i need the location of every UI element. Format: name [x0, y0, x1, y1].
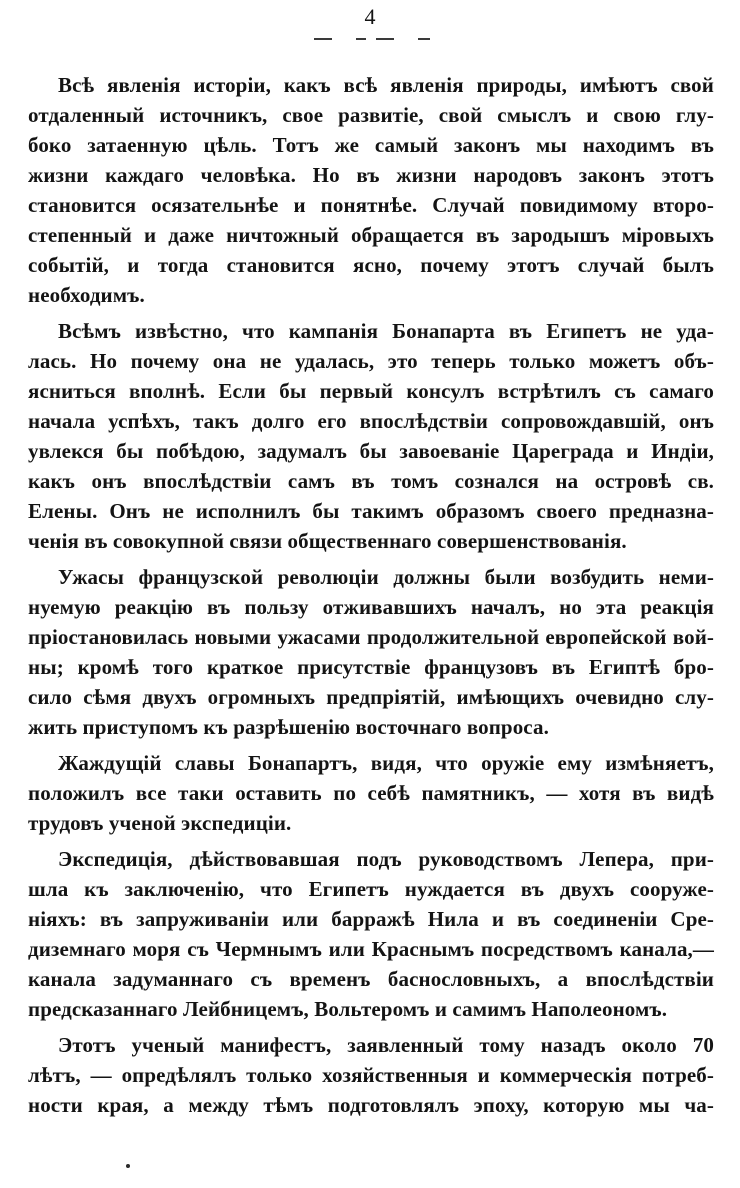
ink-speck [126, 1164, 130, 1168]
text-line: предсказаннаго Лейбницемъ, Вольтеромъ и самимъ Наполеономъ. [28, 997, 668, 1021]
text-line: необходимъ. [28, 283, 145, 307]
text-line: ніяхъ: въ запруживаніи или барражѣ Нила и въ соединеніи Сре- [28, 907, 714, 931]
text-line: трудовъ ученой экспедиціи. [28, 811, 292, 835]
text-line: ны; кромѣ того краткое присутствіе французовъ въ Египтѣ бро- [28, 655, 714, 679]
text-line: боко затаенную цѣль. Тотъ же самый законъ мы находимъ въ [28, 133, 714, 157]
text-line: начала успѣхъ, такъ долго его впослѣдствіи сопровождавшій, онъ [28, 409, 714, 433]
text-line: сило сѣмя двухъ огромныхъ предпріятій, имѣющихъ очевидно слу- [28, 685, 714, 709]
text-line: Всѣмъ извѣстно, что кампанія Бонапарта въ Египетъ не уда- [58, 319, 714, 343]
page-number: 4 [364, 4, 376, 29]
text-line: лѣтъ, — опредѣлялъ только хозяйственныя и коммерческія потреб- [28, 1063, 714, 1087]
text-line: пріостановилась новыми ужасами продолжительной европейской вой- [28, 625, 714, 649]
text-line: ности края, а между тѣмъ подготовлялъ эпоху, которую мы ча- [28, 1093, 714, 1117]
text-line: положилъ все таки оставить по себѣ памятникъ, — хотя въ видѣ [28, 781, 714, 805]
text-line: отдаленный источникъ, свое развитіе, свой смыслъ и свою глу- [28, 103, 714, 127]
paragraph [28, 562, 714, 742]
paragraph [28, 1030, 714, 1120]
text-line: диземнаго моря съ Чермнымъ или Краснымъ посредствомъ канала,— [28, 937, 714, 961]
text-line: жизни каждаго человѣка. Но въ жизни народовъ законъ этотъ [28, 163, 714, 187]
text-line: Ужасы французской революціи должны были возбудить неми- [58, 565, 714, 589]
text-line: ченія въ совокупной связи общественнаго совершенствованія. [28, 529, 627, 553]
text-line: Елены. Онъ не исполнилъ бы такимъ образомъ своего предназна- [28, 499, 714, 523]
paragraph [28, 316, 714, 556]
text-line: канала задуманнаго съ временъ баснословныхъ, а впослѣдствіи [28, 967, 714, 991]
text-line: какъ онъ впослѣдствіи самъ въ томъ сознался на островѣ св. [28, 469, 714, 493]
text-line: событій, и тогда становится ясно, почему этотъ случай былъ [28, 253, 714, 277]
paragraph [28, 70, 714, 310]
text-line: Жаждущій славы Бонапартъ, видя, что оружіе ему измѣняетъ, [58, 751, 714, 775]
body-text [28, 70, 714, 1126]
text-line: лась. Но почему она не удалась, это теперь только можетъ объ- [28, 349, 714, 373]
paragraph [28, 844, 714, 1024]
text-line: Всѣ явленія исторіи, какъ всѣ явленія природы, имѣютъ свой [58, 73, 714, 97]
text-line: шла къ заключенію, что Египетъ нуждается въ двухъ сооруже- [28, 877, 714, 901]
paragraph [28, 748, 714, 838]
text-line: Экспедиція, дѣйствовавшая подъ руководствомъ Лепера, при- [58, 847, 714, 871]
text-line: ясниться вполнѣ. Если бы первый консулъ встрѣтилъ съ самаго [28, 379, 714, 403]
text-line: увлекся бы побѣдою, задумалъ бы завоеваніе Цареграда и Индіи, [28, 439, 714, 463]
header-ornament-rule [300, 36, 440, 42]
text-line: становится осязательнѣе и понятнѣе. Случай повидимому второ- [28, 193, 714, 217]
text-line: степенный и даже ничтожный обращается въ зародышъ міровыхъ [28, 223, 714, 247]
text-line: жить приступомъ къ разрѣшенію восточнаго вопроса. [28, 715, 549, 739]
text-line: нуемую реакцію въ пользу отживавшихъ началъ, но эта реакція [28, 595, 714, 619]
text-line: Этотъ ученый манифестъ, заявленный тому назадъ около 70 [58, 1033, 714, 1057]
